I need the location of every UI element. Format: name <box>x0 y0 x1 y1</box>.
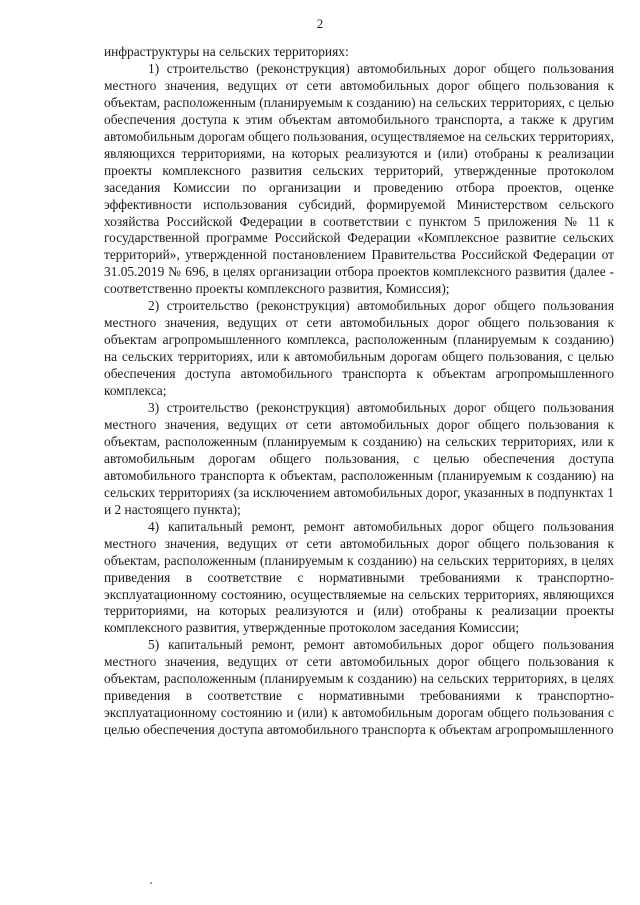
paragraph-item-4: 4) капитальный ремонт, ремонт автомобильных дорог общего пользования местного значения, ведущих от сети автомобильных дорог общего пользования к объектам, расположенным (планируемым к созданию) на сельских территориях, в целях приведения в соответствие с нормативными требованиями к транспортно-эксплуатационному состоянию, осуществляемые на сельских территориях, являющихся территориями, на которых реализуются и (или) отобраны к реализации проекты комплексного развития, утвержденные протоколом заседания Комиссии; <box>104 518 614 636</box>
paragraph-item-1: 1) строительство (реконструкция) автомобильных дорог общего пользования местного значения, ведущих от сети автомобильных дорог общего пользования к объектам, расположенным (планируемым к созданию) на сельских территориях, с целью обеспечения доступа к этим объектам автомобильного транспорта, а также к другим автомобильным дорогам общего пользования, осуществляемое на сельских территориях, являющихся территориями, на которых реализуются и (или) отобраны к реализации проекты комплексного развития сельских территорий, утвержденные протоколом заседания Комиссии по организации и проведению отбора проектов, оценке эффективности использования субсидий, формируемой Министерством сельского хозяйства Российской Федерации в соответствии с пунктом 5 приложения № 11 к государственной программе Российской Федерации «Комплексное развитие сельских территорий», утвержденной постановлением Правительства Российской Федерации от 31.05.2019 № 696, в целях организации отбора проектов комплексного развития (далее - соответственно проекты комплексного развития, Комиссия); <box>104 60 614 297</box>
paragraph-continuation: инфраструктуры на сельских территориях: <box>104 44 349 59</box>
document-body <box>104 44 614 739</box>
page-number: 2 <box>316 16 324 31</box>
scan-artifact <box>150 882 152 884</box>
paragraph-item-5: 5) капитальный ремонт, ремонт автомобильных дорог общего пользования местного значения, ведущих от сети автомобильных дорог общего пользования к объектам, расположенным (планируемым к созданию) на сельских территориях, в целях приведения в соответствие с нормативными требованиями к транспортно-эксплуатационному состоянию и (или) к автомобильным дорогам общего пользования с целью обеспечения доступа автомобильного транспорта к объектам агропромышленного <box>104 637 614 738</box>
paragraph-item-3: 3) строительство (реконструкция) автомобильных дорог общего пользования местного значения, ведущих от сети автомобильных дорог общего пользования к объектам, расположенным (планируемым к созданию) на сельских территориях, или к автомобильным дорогам общего пользования, с целью обеспечения доступа автомобильного транспорта к объектам, расположенным (планируемым к созданию) на сельских территориях (за исключением автомобильных дорог, указанных в подпунктах 1 и 2 настоящего пункта); <box>104 400 614 517</box>
paragraph-item-2: 2) строительство (реконструкция) автомобильных дорог общего пользования местного значения, ведущих от сети автомобильных дорог общего пользования к объектам агропромышленного комплекса, расположенным (планируемым к созданию) на сельских территориях, или к автомобильным дорогам общего пользования, с целью обеспечения доступа автомобильного транспорта к объектам агропромышленного комплекса; <box>104 298 614 399</box>
